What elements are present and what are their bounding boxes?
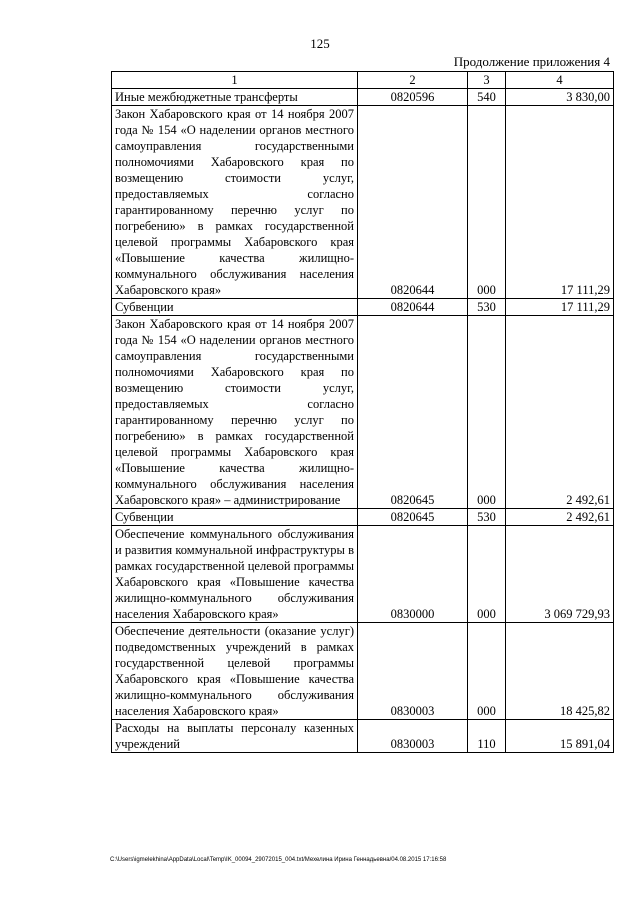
- row-name: Иные межбюджетные трансферты: [112, 89, 358, 106]
- table-row: [112, 316, 614, 509]
- row-name: Субвенции: [112, 509, 358, 526]
- row-name: Обеспечение деятельности (оказание услуг) подведомственных учреждений в рамках государственной целевой программы Хабаровского края «Повышение качества жилищно-коммунального обслуживания населения Хабаровского края»: [112, 623, 358, 720]
- row-kind-code: 000: [468, 106, 506, 299]
- row-amount: 17 111,29: [506, 106, 614, 299]
- row-target-code: 0830003: [358, 720, 468, 753]
- table-row: [112, 526, 614, 623]
- budget-table: [111, 71, 614, 753]
- table-row: [112, 89, 614, 106]
- continuation-label: Продолжение приложения 4: [453, 54, 610, 69]
- file-path-footer: C:\Users\igmelekhina\AppData\Local\Temp\IK_00094_29072015_004.txt/Мехелина Ирина Геннадьевна/04.08.2015 17:16:58: [110, 857, 447, 863]
- row-kind-code: 110: [468, 720, 506, 753]
- row-kind-code: 530: [468, 299, 506, 316]
- table-row: [112, 299, 614, 316]
- row-target-code: 0820644: [358, 299, 468, 316]
- row-amount: 2 492,61: [506, 316, 614, 509]
- row-kind-code: 000: [468, 623, 506, 720]
- header-cell: 3: [468, 72, 506, 89]
- row-kind-code: 540: [468, 89, 506, 106]
- table-row: [112, 106, 614, 299]
- table-header-row: [112, 72, 614, 89]
- header-cell: 1: [112, 72, 358, 89]
- row-amount: 2 492,61: [506, 509, 614, 526]
- row-amount: 18 425,82: [506, 623, 614, 720]
- row-name: Субвенции: [112, 299, 358, 316]
- row-target-code: 0820644: [358, 106, 468, 299]
- row-target-code: 0820645: [358, 316, 468, 509]
- header-cell: 2: [358, 72, 468, 89]
- row-kind-code: 000: [468, 316, 506, 509]
- page-number: 125: [310, 36, 330, 51]
- row-target-code: 0830003: [358, 623, 468, 720]
- row-amount: 15 891,04: [506, 720, 614, 753]
- row-amount: 3 830,00: [506, 89, 614, 106]
- row-target-code: 0820596: [358, 89, 468, 106]
- row-target-code: 0820645: [358, 509, 468, 526]
- row-kind-code: 530: [468, 509, 506, 526]
- row-name: Закон Хабаровского края от 14 ноября 2007 года № 154 «О наделении органов местного самоуправления государственными полномочиями Хабаровского края по возмещению стоимости услуг, предоставляемых согласно гарантированному перечню услуг по погребению» в рамках государственной целевой программы Хабаровского края «Повышение качества жилищно-коммунального обслуживания населения Хабаровского края» – администрирование: [112, 316, 358, 509]
- row-name: Расходы на выплаты персоналу казенных учреждений: [112, 720, 358, 753]
- table-row: [112, 720, 614, 753]
- table-row: [112, 623, 614, 720]
- row-target-code: 0830000: [358, 526, 468, 623]
- header-cell: 4: [506, 72, 614, 89]
- row-kind-code: 000: [468, 526, 506, 623]
- row-name: Обеспечение коммунального обслуживания и развития коммунальной инфраструктуры в рамках государственной целевой программы Хабаровского края «Повышение качества жилищно-коммунального обслуживания населения Хабаровского края»: [112, 526, 358, 623]
- row-name: Закон Хабаровского края от 14 ноября 2007 года № 154 «О наделении органов местного самоуправления государственными полномочиями Хабаровского края по возмещению стоимости услуг, предоставляемых согласно гарантированному перечню услуг по погребению» в рамках государственной целевой программы Хабаровского края «Повышение качества жилищно-коммунального обслуживания населения Хабаровского края»: [112, 106, 358, 299]
- row-amount: 3 069 729,93: [506, 526, 614, 623]
- table-row: [112, 509, 614, 526]
- row-amount: 17 111,29: [506, 299, 614, 316]
